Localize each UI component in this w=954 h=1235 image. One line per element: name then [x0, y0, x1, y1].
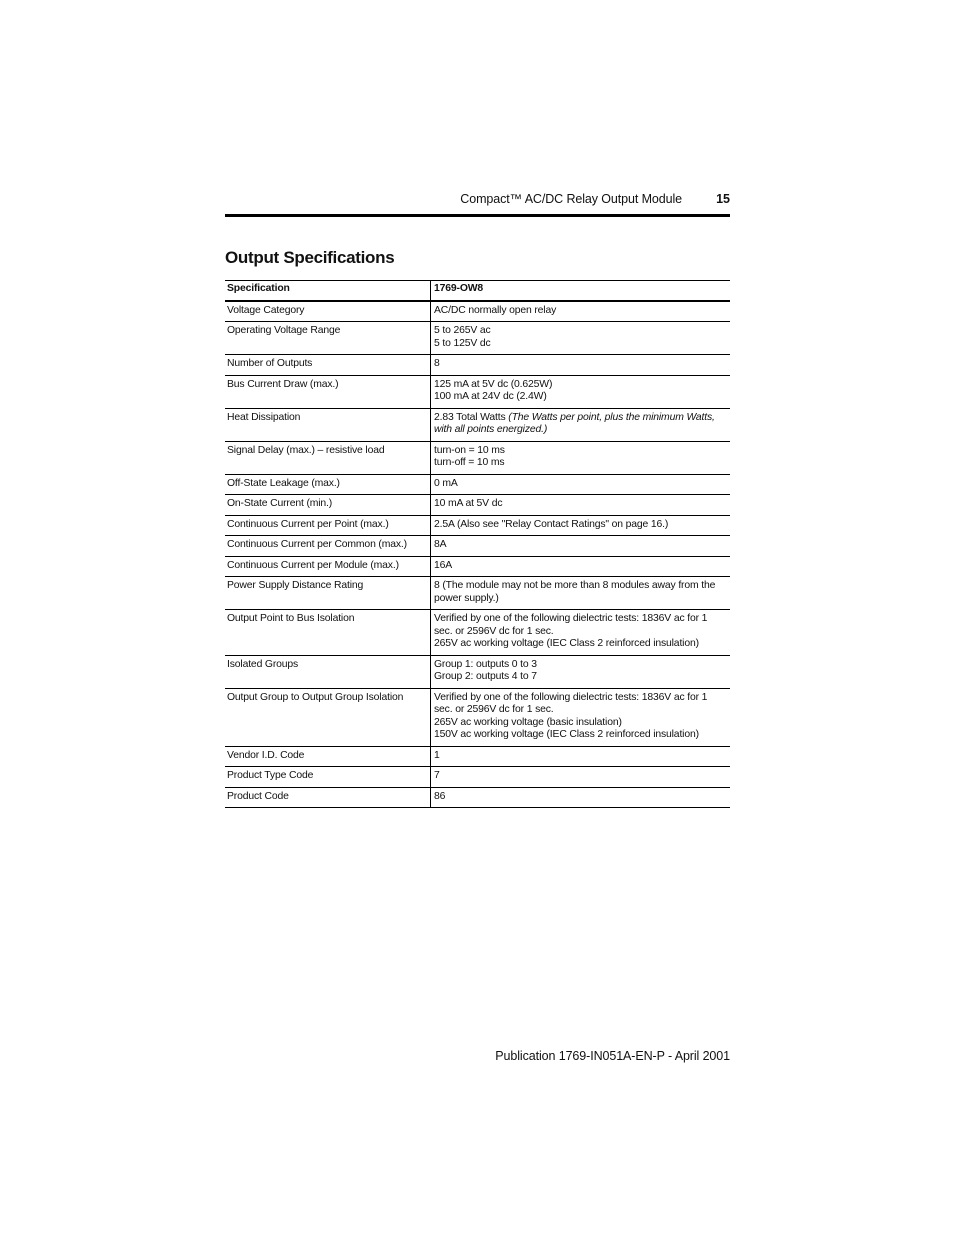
section-title: Output Specifications — [225, 248, 395, 267]
table-row — [225, 301, 730, 322]
spec-value-cell — [431, 746, 731, 767]
spec-value-cell — [431, 577, 731, 610]
table-row — [225, 495, 730, 516]
spec-value-cell — [431, 767, 731, 788]
spec-name-cell: Bus Current Draw (max.) — [225, 375, 431, 408]
table-row — [225, 536, 730, 557]
spec-value-cell — [431, 495, 731, 516]
table-row — [225, 355, 730, 376]
spec-name-cell: Voltage Category — [225, 301, 431, 322]
spec-value-cell — [431, 787, 731, 808]
spec-value-cell — [431, 556, 731, 577]
spec-value-cell — [431, 474, 731, 495]
spec-value-cell — [431, 441, 731, 474]
spec-name-cell: Number of Outputs — [225, 355, 431, 376]
spec-value-cell — [431, 322, 731, 355]
table-row — [225, 655, 730, 688]
spec-value-line: 86 — [434, 790, 446, 802]
column-header-specification: Specification — [225, 281, 431, 301]
spec-name-cell: Product Code — [225, 787, 431, 808]
spec-value-line: AC/DC normally open relay — [434, 304, 557, 316]
spec-value-cell — [431, 301, 731, 322]
spec-value-line: 7 — [434, 770, 440, 781]
spec-value-line: Verified by one of the following dielectric tests: 1836V ac for 1 sec. or 2596V dc for 1 sec. — [434, 613, 708, 637]
spec-value-line: 5 to 125V dc — [434, 337, 491, 349]
spec-name-cell: Output Group to Output Group Isolation — [225, 688, 431, 746]
spec-name-cell: On-State Current (min.) — [225, 495, 431, 516]
table-header-row — [225, 281, 730, 301]
spec-name-cell: Heat Dissipation — [225, 408, 431, 441]
spec-value-line: 150V ac working voltage (IEC Class 2 reinforced insulation) — [434, 729, 699, 740]
spec-name-cell: Continuous Current per Module (max.) — [225, 556, 431, 577]
spec-value-line: Verified by one of the following dielectric tests: 1836V ac for 1 sec. or 2596V dc for 1 sec. — [434, 691, 708, 715]
spec-name-cell: Vendor I.D. Code — [225, 746, 431, 767]
spec-name-cell: Isolated Groups — [225, 655, 431, 688]
header-rule — [225, 214, 730, 217]
table-row — [225, 375, 730, 408]
table-row — [225, 767, 730, 788]
output-specifications-table — [225, 280, 730, 808]
spec-value-line: 100 mA at 24V dc (2.4W) — [434, 391, 547, 402]
spec-value-line: Group 1: outputs 0 to 3 — [434, 658, 537, 670]
table-body — [225, 301, 730, 808]
table-row — [225, 688, 730, 746]
running-header — [225, 192, 730, 210]
spec-value-line: Group 2: outputs 4 to 7 — [434, 671, 537, 682]
spec-value-line: 8 — [434, 358, 440, 369]
table-row — [225, 322, 730, 355]
table-row — [225, 408, 730, 441]
spec-value-cell — [431, 408, 731, 441]
spec-name-cell: Off-State Leakage (max.) — [225, 474, 431, 495]
spec-name-cell: Continuous Current per Point (max.) — [225, 515, 431, 536]
spec-value-line: 265V ac working voltage (basic insulation) — [434, 716, 622, 728]
table-row — [225, 787, 730, 808]
running-title: Compact™ AC/DC Relay Output Module — [460, 192, 682, 206]
spec-name-cell: Operating Voltage Range — [225, 322, 431, 355]
spec-value-cell — [431, 655, 731, 688]
spec-name-cell: Signal Delay (max.) – resistive load — [225, 441, 431, 474]
table-row — [225, 746, 730, 767]
spec-name-cell: Power Supply Distance Rating — [225, 577, 431, 610]
table-row — [225, 610, 730, 656]
spec-value-line: 2.5A (Also see "Relay Contact Ratings" on page 16.) — [434, 518, 669, 530]
table-row — [225, 577, 730, 610]
spec-value-cell — [431, 355, 731, 376]
spec-value-note: (The Watts per point, plus the minimum Watts, with all points energized.) — [434, 411, 715, 435]
spec-value-line: 265V ac working voltage (IEC Class 2 reinforced insulation) — [434, 638, 699, 649]
spec-name-cell: Continuous Current per Common (max.) — [225, 536, 431, 557]
spec-value-line: turn-off = 10 ms — [434, 457, 505, 468]
table-row — [225, 556, 730, 577]
spec-value-line: 125 mA at 5V dc (0.625W) — [434, 378, 553, 390]
page-number: 15 — [716, 192, 730, 206]
spec-value-line: turn-on = 10 ms — [434, 444, 505, 456]
spec-value-line: 0 mA — [434, 477, 458, 489]
table-row — [225, 441, 730, 474]
spec-name-cell: Product Type Code — [225, 767, 431, 788]
spec-name-cell: Output Point to Bus Isolation — [225, 610, 431, 656]
spec-value-line: 5 to 265V ac — [434, 325, 491, 336]
spec-value-line: 16A — [434, 559, 453, 571]
publication-footer: Publication 1769-IN051A-EN-P - April 2001 — [495, 1049, 730, 1063]
spec-value-cell — [431, 688, 731, 746]
spec-value-cell — [431, 375, 731, 408]
spec-value-cell — [431, 515, 731, 536]
spec-value-line: 10 mA at 5V dc — [434, 498, 503, 509]
spec-value-line: 8A — [434, 539, 447, 550]
table-row — [225, 515, 730, 536]
spec-value-line: 8 (The module may not be more than 8 modules away from the power supply.) — [434, 580, 716, 604]
spec-value-cell — [431, 536, 731, 557]
spec-value-line: 1 — [434, 749, 440, 761]
column-header-model: 1769-OW8 — [431, 281, 731, 301]
spec-value-cell — [431, 610, 731, 656]
spec-value-line: 2.83 Total Watts — [434, 411, 509, 423]
table-row — [225, 474, 730, 495]
